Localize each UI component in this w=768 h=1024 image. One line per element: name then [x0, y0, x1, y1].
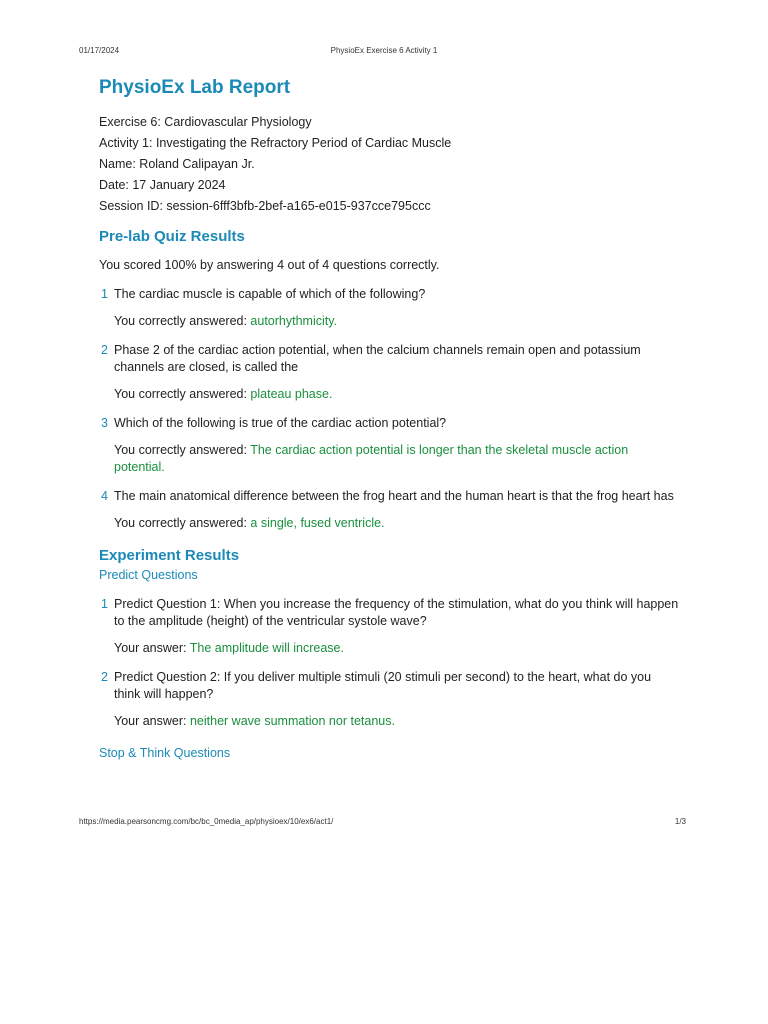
- page-number: 1/3: [674, 817, 686, 826]
- meta-date: Date: 17 January 2024: [99, 178, 226, 192]
- predict-question-1: [99, 596, 679, 657]
- report-content: [99, 76, 679, 762]
- question-text: Predict Question 2: If you deliver multiple stimuli (20 stimuli per second) to the heart, what do you think will happen?: [114, 670, 652, 701]
- prelab-question-2: [99, 342, 679, 403]
- answer-value: a single, fused ventricle.: [250, 516, 385, 530]
- prelab-question-1: [99, 286, 679, 330]
- question-number: 4: [101, 489, 108, 503]
- stop-think-heading: Stop & Think Questions: [99, 746, 231, 760]
- question-answer: [114, 442, 679, 476]
- prelab-question-3: [99, 415, 679, 476]
- question-answer: [114, 313, 679, 330]
- question-text: Which of the following is true of the cardiac action potential?: [114, 416, 447, 430]
- answer-prefix: Your answer:: [114, 641, 190, 655]
- prelab-score: You scored 100% by answering 4 out of 4 questions correctly.: [99, 258, 440, 272]
- print-title: PhysioEx Exercise 6 Activity 1: [330, 46, 438, 55]
- prelab-question-4: [99, 488, 679, 532]
- question-text: Predict Question 1: When you increase the frequency of the stimulation, what do you think will happen to the amplitude (height) of the ventricular systole wave?: [114, 597, 679, 628]
- experiment-heading: Experiment Results: [99, 547, 240, 564]
- question-answer: [114, 386, 679, 403]
- question-number: 3: [101, 416, 108, 430]
- question-number: 2: [101, 343, 108, 357]
- question-number: 2: [101, 670, 108, 684]
- predict-question-2: [99, 669, 679, 730]
- meta-name: Name: Roland Calipayan Jr.: [99, 157, 255, 171]
- answer-prefix: You correctly answered:: [114, 443, 251, 457]
- footer-url: https://media.pearsoncmg.com/bc/bc_0media_ap/physioex/10/ex6/act1/: [79, 817, 334, 826]
- meta-exercise: Exercise 6: Cardiovascular Physiology: [99, 115, 312, 129]
- question-number: 1: [101, 597, 108, 611]
- meta-session-id: Session ID: session-6fff3bfb-2bef-a165-e015-937cce795ccc: [99, 199, 431, 213]
- answer-prefix: Your answer:: [114, 714, 190, 728]
- print-date: 01/17/2024: [79, 46, 120, 55]
- answer-value: plateau phase.: [250, 387, 333, 401]
- meta-activity: Activity 1: Investigating the Refractory Period of Cardiac Muscle: [99, 136, 452, 150]
- question-text: Phase 2 of the cardiac action potential, when the calcium channels remain open and potassium channels are closed, is called the: [114, 343, 641, 374]
- answer-value: The amplitude will increase.: [189, 641, 344, 655]
- question-text: The cardiac muscle is capable of which of the following?: [114, 287, 426, 301]
- predict-questions-heading: Predict Questions: [99, 568, 198, 582]
- answer-value: autorhythmicity.: [250, 314, 338, 328]
- question-answer: [114, 640, 679, 657]
- answer-value: neither wave summation nor tetanus.: [189, 714, 395, 728]
- report-meta: [99, 112, 679, 217]
- question-answer: [114, 713, 679, 730]
- answer-prefix: You correctly answered:: [114, 516, 251, 530]
- question-number: 1: [101, 287, 108, 301]
- report-title: PhysioEx Lab Report: [99, 77, 291, 98]
- answer-value: The cardiac action potential is longer than the skeletal muscle action potential.: [114, 443, 629, 474]
- prelab-heading: Pre-lab Quiz Results: [99, 228, 245, 245]
- question-text: The main anatomical difference between the frog heart and the human heart is that the frog heart has: [114, 489, 674, 503]
- answer-prefix: You correctly answered:: [114, 387, 251, 401]
- question-answer: [114, 515, 679, 532]
- answer-prefix: You correctly answered:: [114, 314, 251, 328]
